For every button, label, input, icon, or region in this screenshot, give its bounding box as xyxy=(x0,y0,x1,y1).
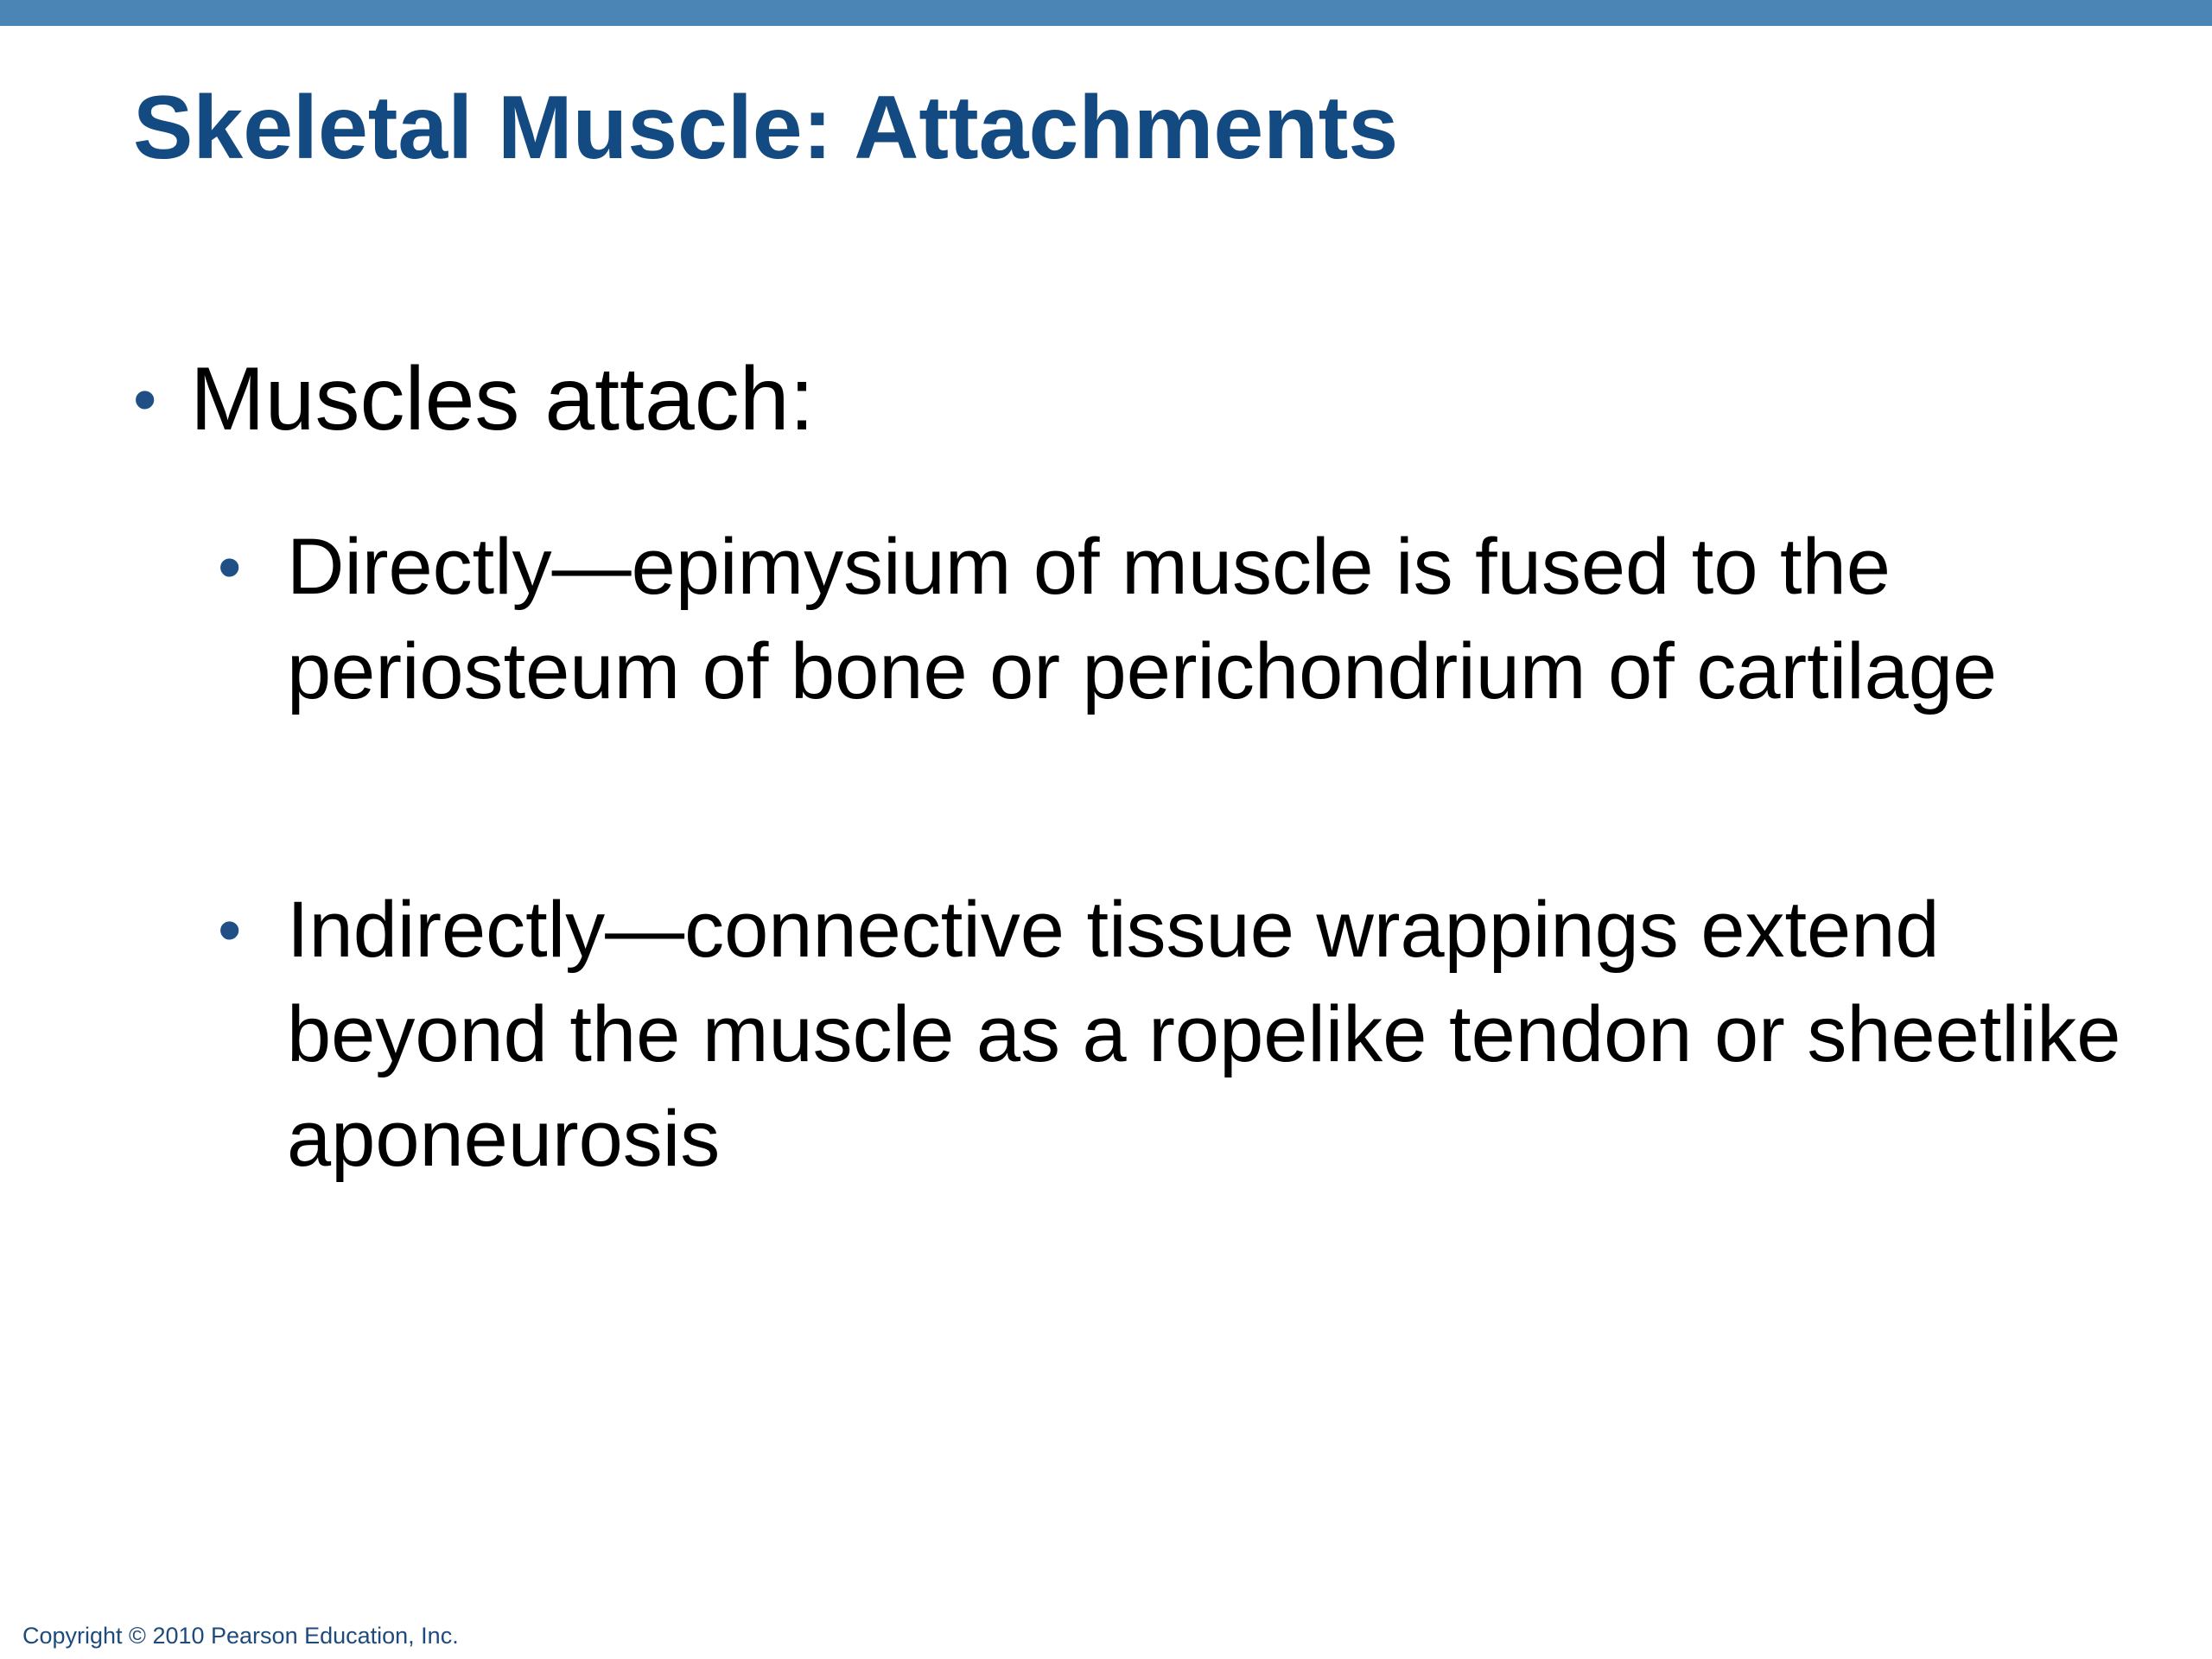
slide-title: Skeletal Muscle: Attachments xyxy=(133,78,1399,178)
bullet-dot-icon: • xyxy=(218,529,242,605)
sub-bullet-indirectly xyxy=(218,878,2153,1192)
bullet-dot-icon: • xyxy=(218,892,242,968)
copyright-notice: Copyright © 2010 Pearson Education, Inc. xyxy=(22,1623,459,1649)
sub-bullet-directly xyxy=(218,515,2153,724)
bullet-dot-icon: • xyxy=(133,361,157,437)
sub-bullet-text: Directly—epimysium of muscle is fused to the periosteum of bone or perichondrium of cartilage xyxy=(287,523,1998,715)
bullet-text: Muscles attach: xyxy=(190,349,815,449)
bullet-level-1 xyxy=(133,346,2120,453)
top-accent-bar xyxy=(0,0,2212,26)
sub-bullet-text: Indirectly—connective tissue wrappings extend beyond the muscle as a ropelike tendon or sheetlike aponeurosis xyxy=(287,886,2121,1183)
